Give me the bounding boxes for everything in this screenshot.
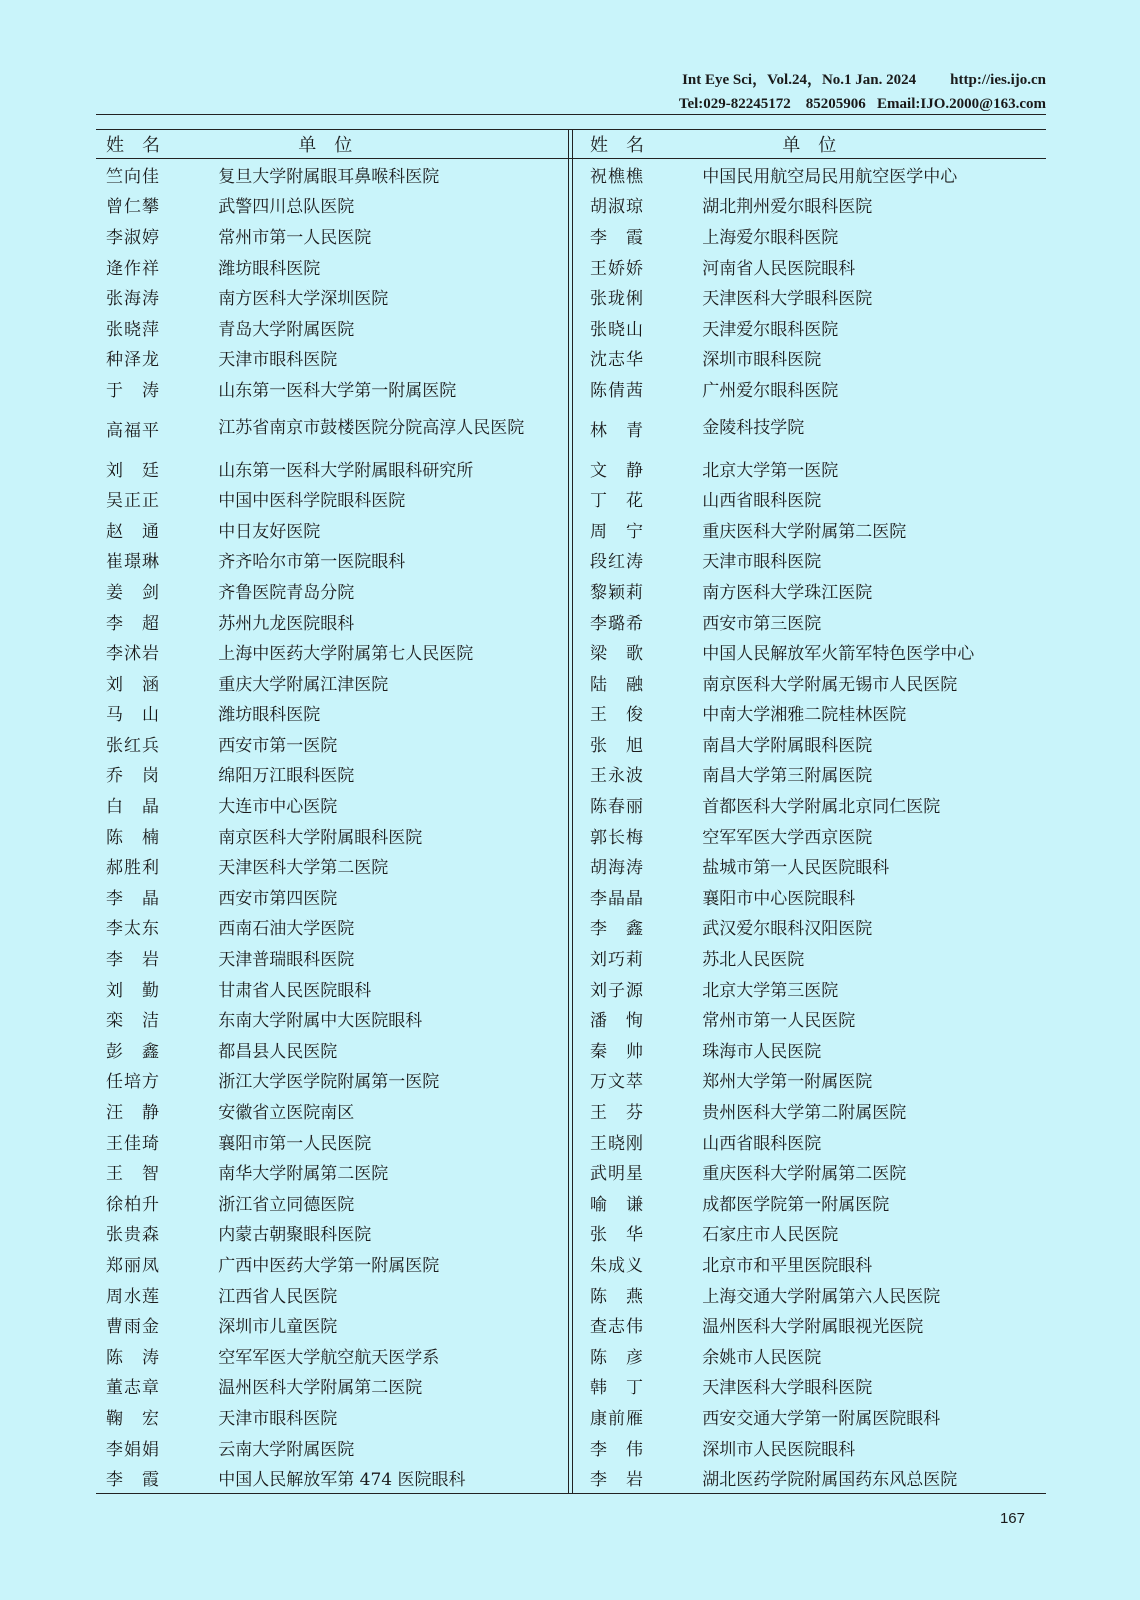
reviewer-name-right: 刘子源 xyxy=(590,980,644,1001)
reviewer-name-right: 王 芬 xyxy=(590,1103,644,1124)
reviewer-unit-left: 东南大学附属中大医院眼科 xyxy=(218,1011,423,1032)
reviewer-unit-left: 襄阳市第一人民医院 xyxy=(218,1133,372,1154)
reviewer-name-left: 任培方 xyxy=(106,1072,160,1093)
reviewer-unit-right: 上海交通大学附属第六人民医院 xyxy=(702,1286,941,1307)
column-separator xyxy=(562,1156,580,1187)
reviewer-unit-left: 中国中医科学院眼科医院 xyxy=(218,491,406,512)
reviewer-unit-left: 天津市眼科医院 xyxy=(218,350,338,371)
reviewer-name-right: 沈志华 xyxy=(590,350,644,371)
reviewer-unit-right: 成都医学院第一附属医院 xyxy=(702,1194,890,1215)
reviewer-unit-left: 中国人民解放军第 474 医院眼科 xyxy=(208,1462,562,1493)
reviewer-unit-right: 石家庄市人民医院 xyxy=(702,1225,839,1246)
reviewer-unit-right: 苏北人民医院 xyxy=(702,950,805,971)
column-separator xyxy=(562,514,580,545)
reviewer-unit-right: 贵州医科大学第二附属医院 xyxy=(702,1103,907,1124)
reviewer-name-right: 郭长梅 xyxy=(590,827,644,848)
column-separator xyxy=(562,1034,580,1065)
table-row xyxy=(96,850,1046,881)
column-separator xyxy=(562,789,580,820)
reviewer-name-right: 张 华 xyxy=(590,1225,644,1246)
reviewer-name-right: 王娇娇 xyxy=(590,258,644,279)
column-separator xyxy=(562,1126,580,1157)
reviewer-unit-right: 深圳市人民医院眼科 xyxy=(702,1439,856,1460)
reviewer-name-right: 李 岩 xyxy=(580,1462,692,1493)
column-separator xyxy=(562,251,580,282)
reviewer-unit-left: 苏州九龙医院眼科 xyxy=(218,613,355,634)
reviewer-name-left: 李 霞 xyxy=(96,1462,208,1493)
reviewer-name-left: 张红兵 xyxy=(106,735,160,756)
column-separator xyxy=(562,1371,580,1402)
column-separator xyxy=(562,636,580,667)
reviewer-name-left: 逄作祥 xyxy=(106,258,160,279)
reviewer-unit-right: 中南大学湘雅二院桂林医院 xyxy=(702,705,907,726)
reviewer-unit-right: 河南省人民医院眼科 xyxy=(702,258,856,279)
reviewer-unit-right: 北京大学第一医院 xyxy=(702,460,839,481)
table-row xyxy=(96,1340,1046,1371)
table-header-row xyxy=(96,130,1046,159)
column-header-name-right: 姓 名 xyxy=(580,130,692,159)
reviewer-unit-left: 甘肃省人民医院眼科 xyxy=(218,980,372,1001)
reviewer-unit-right: 珠海市人民医院 xyxy=(702,1041,822,1062)
journal-citation: Int Eye Sci，Vol.24，No.1 Jan. 2024 xyxy=(682,72,917,88)
table-row xyxy=(96,820,1046,851)
reviewer-unit-left: 江苏省南京市鼓楼医院分院高淳人民医院 xyxy=(218,417,525,438)
column-separator xyxy=(562,220,580,251)
reviewer-name-right: 李璐希 xyxy=(590,613,644,634)
column-separator xyxy=(562,575,580,606)
reviewer-name-right: 陈 燕 xyxy=(590,1286,644,1307)
table-row xyxy=(96,1432,1046,1463)
reviewer-name-right: 周 宁 xyxy=(590,521,644,542)
reviewer-name-left: 张贵森 xyxy=(106,1225,160,1246)
table-row xyxy=(96,514,1046,545)
reviewer-unit-right: 重庆医科大学附属第二医院 xyxy=(702,521,907,542)
reviewer-name-left: 张晓萍 xyxy=(106,319,160,340)
reviewer-unit-left: 潍坊眼科医院 xyxy=(218,705,321,726)
reviewer-unit-left: 深圳市儿童医院 xyxy=(218,1317,338,1338)
reviewer-name-right: 文 静 xyxy=(590,460,644,481)
column-separator xyxy=(562,159,580,190)
reviewer-name-right: 李 伟 xyxy=(590,1439,644,1460)
reviewer-name-right: 陆 融 xyxy=(590,674,644,695)
column-separator xyxy=(562,1432,580,1463)
table-row xyxy=(96,1218,1046,1249)
column-separator xyxy=(562,281,580,312)
column-separator xyxy=(562,606,580,637)
reviewer-table-body xyxy=(96,159,1046,1494)
reviewer-name-left: 赵 通 xyxy=(106,521,160,542)
reviewer-name-right: 胡海涛 xyxy=(590,858,644,879)
reviewer-name-left: 李 岩 xyxy=(106,950,160,971)
reviewer-unit-left: 齐鲁医院青岛分院 xyxy=(218,582,355,603)
column-separator xyxy=(562,453,580,484)
reviewer-unit-right: 中国民用航空局民用航空医学中心 xyxy=(702,166,958,187)
reviewer-unit-right: 首都医科大学附属北京同仁医院 xyxy=(702,797,941,818)
table-row xyxy=(96,1187,1046,1218)
reviewer-unit-left: 南方医科大学深圳医院 xyxy=(218,289,389,310)
reviewer-name-left: 乔 岗 xyxy=(106,766,160,787)
table-row xyxy=(96,575,1046,606)
column-separator xyxy=(562,404,580,453)
running-head xyxy=(679,68,1046,116)
reviewer-unit-right: 天津爱尔眼科医院 xyxy=(702,319,839,340)
reviewer-name-right: 秦 帅 xyxy=(590,1041,644,1062)
running-head-line-1 xyxy=(679,68,1046,92)
reviewer-unit-left: 山东第一医科大学第一附属医院 xyxy=(218,380,457,401)
reviewer-unit-left: 西安市第四医院 xyxy=(218,888,338,909)
table-row xyxy=(96,220,1046,251)
reviewer-name-right: 武明星 xyxy=(590,1164,644,1185)
table-row xyxy=(96,1034,1046,1065)
reviewer-name-right: 陈 彦 xyxy=(590,1347,644,1368)
header-rule xyxy=(96,114,1046,115)
reviewer-unit-right: 金陵科技学院 xyxy=(702,417,805,438)
table-row xyxy=(96,667,1046,698)
reviewer-name-right: 潘 恂 xyxy=(590,1011,644,1032)
reviewer-name-left: 竺向佳 xyxy=(106,166,160,187)
reviewer-unit-right: 重庆医科大学附属第二医院 xyxy=(702,1164,907,1185)
reviewer-unit-left: 天津医科大学第二医院 xyxy=(218,858,389,879)
column-header-unit-right: 单 位 xyxy=(692,130,1046,159)
column-separator xyxy=(562,1401,580,1432)
reviewer-name-left: 张海涛 xyxy=(106,289,160,310)
column-separator xyxy=(562,942,580,973)
reviewer-unit-left: 重庆大学附属江津医院 xyxy=(218,674,389,695)
reviewer-name-right: 王 俊 xyxy=(590,705,644,726)
column-separator xyxy=(562,312,580,343)
column-separator xyxy=(562,545,580,576)
reviewer-name-right: 陈倩茜 xyxy=(590,380,644,401)
column-separator xyxy=(562,130,580,159)
reviewer-table xyxy=(96,129,1046,1494)
reviewer-unit-right: 湖北荆州爱尔眼科医院 xyxy=(702,197,873,218)
table-row xyxy=(96,789,1046,820)
table-row xyxy=(96,1371,1046,1402)
reviewer-name-right: 王晓刚 xyxy=(590,1133,644,1154)
reviewer-unit-right: 南京医科大学附属无锡市人民医院 xyxy=(702,674,958,695)
column-separator xyxy=(562,728,580,759)
table-row xyxy=(96,912,1046,943)
column-separator xyxy=(562,1187,580,1218)
reviewer-name-right: 万文萃 xyxy=(590,1072,644,1093)
reviewer-unit-left: 广西中医药大学第一附属医院 xyxy=(218,1255,440,1276)
journal-phones: Tel:029-82245172 85205906 xyxy=(678,96,866,112)
reviewer-unit-left: 大连市中心医院 xyxy=(218,797,338,818)
table-row xyxy=(96,1126,1046,1157)
reviewer-unit-left: 山东第一医科大学附属眼科研究所 xyxy=(218,460,474,481)
table-row xyxy=(96,373,1046,404)
reviewer-unit-right: 天津医科大学眼科医院 xyxy=(702,1378,873,1399)
column-separator xyxy=(562,1248,580,1279)
reviewer-name-right: 林 青 xyxy=(590,420,644,441)
reviewer-name-left: 栾 洁 xyxy=(106,1011,160,1032)
reviewer-name-left: 高福平 xyxy=(106,420,160,441)
reviewer-unit-right: 北京大学第三医院 xyxy=(702,980,839,1001)
reviewer-unit-left: 都昌县人民医院 xyxy=(218,1041,338,1062)
reviewer-name-left: 刘 廷 xyxy=(106,460,160,481)
reviewer-name-right: 胡淑琼 xyxy=(590,197,644,218)
table-row xyxy=(96,881,1046,912)
reviewer-name-right: 喻 谦 xyxy=(590,1194,644,1215)
reviewer-unit-right: 武汉爱尔眼科汉阳医院 xyxy=(702,919,873,940)
table-row xyxy=(96,312,1046,343)
reviewer-name-left: 姜 剑 xyxy=(106,582,160,603)
reviewer-unit-right: 南方医科大学珠江医院 xyxy=(702,582,873,603)
reviewer-unit-left: 温州医科大学附属第二医院 xyxy=(218,1378,423,1399)
reviewer-unit-right: 西安市第三医院 xyxy=(702,613,822,634)
reviewer-name-right: 陈春丽 xyxy=(590,797,644,818)
reviewer-name-right: 查志伟 xyxy=(590,1317,644,1338)
reviewer-unit-right: 空军军医大学西京医院 xyxy=(702,827,873,848)
reviewer-table-wrap xyxy=(96,129,1046,1494)
reviewer-name-left: 马 山 xyxy=(106,705,160,726)
reviewer-name-left: 彭 鑫 xyxy=(106,1041,160,1062)
reviewer-name-left: 陈 楠 xyxy=(106,827,160,848)
reviewer-unit-left: 云南大学附属医院 xyxy=(218,1439,355,1460)
reviewer-name-right: 李晶晶 xyxy=(590,888,644,909)
table-row xyxy=(96,483,1046,514)
reviewer-name-right: 张晓山 xyxy=(590,319,644,340)
reviewer-name-right: 黎颖莉 xyxy=(590,582,644,603)
reviewer-name-left: 李娟娟 xyxy=(106,1439,160,1460)
reviewer-name-right: 韩 丁 xyxy=(590,1378,644,1399)
table-row xyxy=(96,759,1046,790)
reviewer-unit-left: 常州市第一人民医院 xyxy=(218,227,372,248)
reviewer-unit-left: 绵阳万江眼科医院 xyxy=(218,766,355,787)
reviewer-name-right: 朱成义 xyxy=(590,1255,644,1276)
reviewer-name-left: 曹雨金 xyxy=(106,1317,160,1338)
reviewer-unit-left: 天津普瑞眼科医院 xyxy=(218,950,355,971)
table-row xyxy=(96,159,1046,190)
column-separator xyxy=(562,698,580,729)
table-row xyxy=(96,1003,1046,1034)
reviewer-name-left: 吴正正 xyxy=(106,491,160,512)
reviewer-unit-left: 上海中医药大学附属第七人民医院 xyxy=(218,644,474,665)
reviewer-name-left: 李沭岩 xyxy=(106,644,160,665)
reviewer-name-left: 李 晶 xyxy=(106,888,160,909)
column-separator xyxy=(562,373,580,404)
reviewer-name-right: 张 旭 xyxy=(590,735,644,756)
column-separator xyxy=(562,820,580,851)
page-number: 167 xyxy=(999,1510,1025,1527)
table-row xyxy=(96,404,1046,453)
reviewer-name-left: 曾仁攀 xyxy=(106,197,160,218)
reviewer-unit-right: 深圳市眼科医院 xyxy=(702,350,822,371)
column-separator xyxy=(562,1309,580,1340)
reviewer-unit-left: 齐齐哈尔市第一医院眼科 xyxy=(218,552,406,573)
reviewer-unit-right: 南昌大学第三附属医院 xyxy=(702,766,873,787)
reviewer-name-right: 张珑俐 xyxy=(590,289,644,310)
column-separator xyxy=(562,973,580,1004)
column-separator xyxy=(562,759,580,790)
table-row xyxy=(96,942,1046,973)
reviewer-unit-left: 南华大学附属第二医院 xyxy=(218,1164,389,1185)
reviewer-unit-left: 空军军医大学航空航天医学系 xyxy=(218,1347,440,1368)
reviewer-name-left: 郑丽凤 xyxy=(106,1255,160,1276)
reviewer-name-right: 梁 歌 xyxy=(590,644,644,665)
reviewer-name-left: 鞠 宏 xyxy=(106,1408,160,1429)
column-separator xyxy=(562,1095,580,1126)
table-row xyxy=(96,1095,1046,1126)
column-separator xyxy=(562,1218,580,1249)
table-row xyxy=(96,545,1046,576)
reviewer-unit-left: 安徽省立医院南区 xyxy=(218,1103,355,1124)
reviewer-name-left: 王 智 xyxy=(106,1164,160,1185)
reviewer-unit-left: 南京医科大学附属眼科医院 xyxy=(218,827,423,848)
table-row xyxy=(96,190,1046,221)
journal-website: http://ies.ijo.cn xyxy=(950,72,1046,88)
column-header-unit-left: 单 位 xyxy=(208,130,562,159)
column-separator xyxy=(562,343,580,374)
reviewer-unit-right: 盐城市第一人民医院眼科 xyxy=(702,858,890,879)
column-separator xyxy=(562,667,580,698)
reviewer-name-left: 徐柏升 xyxy=(106,1194,160,1215)
reviewer-name-left: 郝胜利 xyxy=(106,858,160,879)
reviewer-name-left: 刘 涵 xyxy=(106,674,160,695)
reviewer-unit-right: 温州医科大学附属眼视光医院 xyxy=(702,1317,924,1338)
reviewer-unit-left: 复旦大学附属眼耳鼻喉科医院 xyxy=(218,166,440,187)
reviewer-unit-right: 中国人民解放军火箭军特色医学中心 xyxy=(702,644,975,665)
reviewer-name-right: 丁 花 xyxy=(590,491,644,512)
reviewer-unit-right: 北京市和平里医院眼科 xyxy=(702,1255,873,1276)
reviewer-unit-right: 常州市第一人民医院 xyxy=(702,1011,856,1032)
reviewer-unit-right: 山西省眼科医院 xyxy=(702,491,822,512)
reviewer-unit-right: 郑州大学第一附属医院 xyxy=(702,1072,873,1093)
reviewer-name-right: 段红涛 xyxy=(590,552,644,573)
reviewer-unit-right: 上海爱尔眼科医院 xyxy=(702,227,839,248)
column-separator xyxy=(562,1003,580,1034)
table-row xyxy=(96,698,1046,729)
reviewer-unit-left: 中日友好医院 xyxy=(218,521,321,542)
reviewer-name-left: 李 超 xyxy=(106,613,160,634)
reviewer-name-right: 李 霞 xyxy=(590,227,644,248)
table-row xyxy=(96,1248,1046,1279)
reviewer-name-right: 康前雁 xyxy=(590,1408,644,1429)
column-separator xyxy=(562,912,580,943)
reviewer-unit-right: 天津市眼科医院 xyxy=(702,552,822,573)
table-row xyxy=(96,728,1046,759)
table-row xyxy=(96,1065,1046,1096)
reviewer-name-left: 王佳琦 xyxy=(106,1133,160,1154)
table-row xyxy=(96,343,1046,374)
reviewer-name-left: 于 涛 xyxy=(106,380,160,401)
reviewer-unit-right: 天津医科大学眼科医院 xyxy=(702,289,873,310)
table-row xyxy=(96,1309,1046,1340)
reviewer-unit-left: 西南石油大学医院 xyxy=(218,919,355,940)
running-head-line-2 xyxy=(679,92,1046,116)
reviewer-unit-left: 青岛大学附属医院 xyxy=(218,319,355,340)
reviewer-unit-left: 浙江省立同德医院 xyxy=(218,1194,355,1215)
reviewer-name-left: 李淑婷 xyxy=(106,227,160,248)
reviewer-name-right: 李 鑫 xyxy=(590,919,644,940)
reviewer-name-left: 董志章 xyxy=(106,1378,160,1399)
column-separator xyxy=(562,190,580,221)
column-separator xyxy=(562,1279,580,1310)
table-row xyxy=(96,281,1046,312)
reviewer-unit-right: 湖北医药学院附属国药东风总医院 xyxy=(692,1462,1046,1493)
column-separator xyxy=(562,1340,580,1371)
reviewer-unit-left: 浙江大学医学院附属第一医院 xyxy=(218,1072,440,1093)
reviewer-name-right: 刘巧莉 xyxy=(590,950,644,971)
column-separator xyxy=(562,850,580,881)
column-header-name-left: 姓 名 xyxy=(96,130,208,159)
column-separator xyxy=(562,1065,580,1096)
journal-email: Email:IJO.2000@163.com xyxy=(877,96,1046,112)
table-row xyxy=(96,251,1046,282)
reviewer-unit-right: 广州爱尔眼科医院 xyxy=(702,380,839,401)
reviewer-unit-left: 天津市眼科医院 xyxy=(218,1408,338,1429)
table-row xyxy=(96,636,1046,667)
reviewer-name-left: 刘 勤 xyxy=(106,980,160,1001)
reviewer-name-left: 李太东 xyxy=(106,919,160,940)
reviewer-name-left: 汪 静 xyxy=(106,1103,160,1124)
table-row xyxy=(96,1156,1046,1187)
reviewer-name-left: 周水莲 xyxy=(106,1286,160,1307)
reviewer-unit-left: 西安市第一医院 xyxy=(218,735,338,756)
table-row xyxy=(96,1462,1046,1493)
column-separator xyxy=(562,881,580,912)
reviewer-name-right: 祝樵樵 xyxy=(590,166,644,187)
reviewer-unit-right: 西安交通大学第一附属医院眼科 xyxy=(702,1408,941,1429)
reviewer-name-left: 白 晶 xyxy=(106,797,160,818)
reviewer-unit-left: 潍坊眼科医院 xyxy=(218,258,321,279)
table-row xyxy=(96,1279,1046,1310)
column-separator xyxy=(562,1462,580,1493)
reviewer-name-right: 王永波 xyxy=(590,766,644,787)
table-row xyxy=(96,606,1046,637)
reviewer-unit-right: 余姚市人民医院 xyxy=(702,1347,822,1368)
table-row xyxy=(96,453,1046,484)
reviewer-unit-left: 江西省人民医院 xyxy=(218,1286,338,1307)
table-row xyxy=(96,1401,1046,1432)
reviewer-unit-right: 襄阳市中心医院眼科 xyxy=(702,888,856,909)
reviewer-name-left: 种泽龙 xyxy=(106,350,160,371)
reviewer-unit-right: 山西省眼科医院 xyxy=(702,1133,822,1154)
reviewer-name-left: 崔璟琳 xyxy=(106,552,160,573)
table-row xyxy=(96,973,1046,1004)
reviewer-unit-left: 内蒙古朝聚眼科医院 xyxy=(218,1225,372,1246)
reviewer-name-left: 陈 涛 xyxy=(106,1347,160,1368)
column-separator xyxy=(562,483,580,514)
reviewer-unit-right: 南昌大学附属眼科医院 xyxy=(702,735,873,756)
reviewer-unit-left: 武警四川总队医院 xyxy=(218,197,355,218)
